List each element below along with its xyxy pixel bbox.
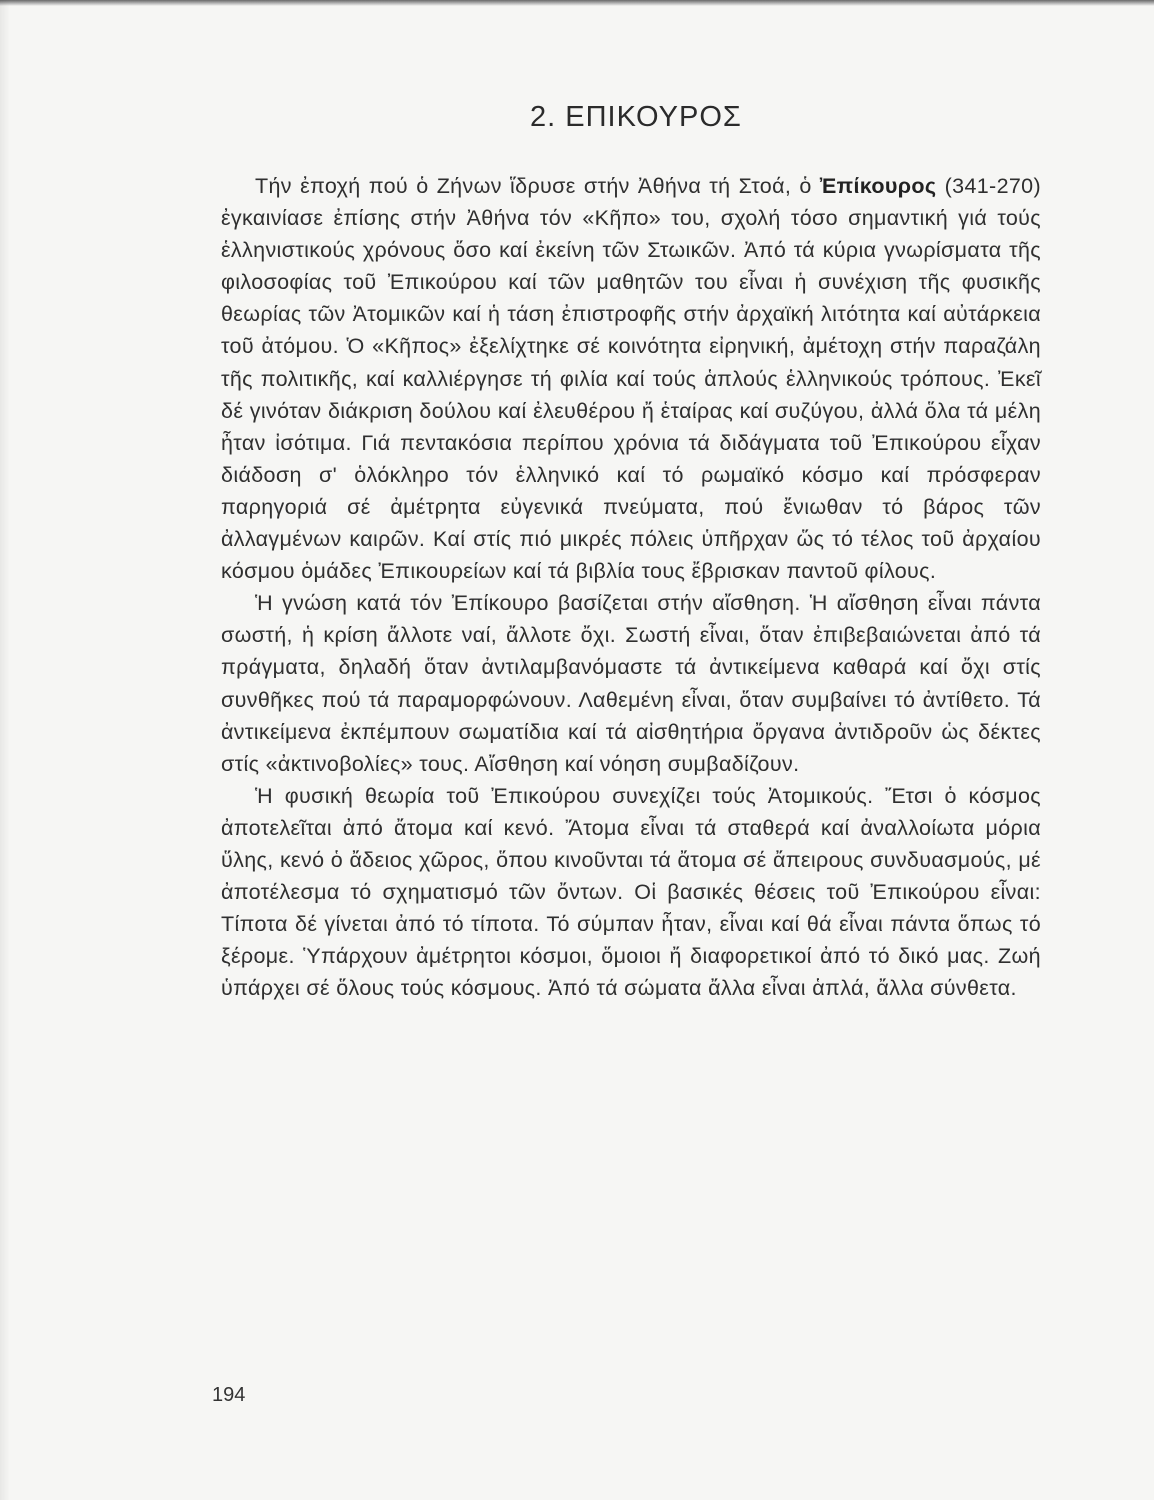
paragraph-1-lead: Τήν ἐποχή πού ὁ Ζήνων ἵδρυσε στήν Ἀθήνα τή Στοά, ὁ	[255, 174, 812, 198]
paragraph-3: Ἡ φυσική θεωρία τοῦ Ἐπικούρου συνεχίζει τούς Ἀτομικούς. Ἔτσι ὁ κόσμος ἀποτελεῖται ἀπό ἄτομα καί κενό. Ἄτομα εἶναι τά σταθερά καί ἀναλλοίωτα μόρια ὕλης, κενό ὁ ἄδειος χῶρος, ὅπου κινοῦνται τά ἄτομα σέ ἄπειρους συνδυασμούς, μέ ἀποτέλεσμα τό σχηματισμό τῶν ὄντων. Οἱ βασικές θέσεις τοῦ Ἐπικούρου εἶναι: Τίποτα δέ γίνεται ἀπό τό τίποτα. Τό σύμπαν ἦταν, εἶναι καί θά εἶναι πάντα ὅπως τό ξέρομε. Ὑπάρχουν ἀμέτρητοι κόσμοι, ὅμοιοι ἤ διαφορετικοί ἀπό τό δικό μας. Ζωή ὑπάρχει σέ ὅλους τούς κόσμους. Ἀπό τά σώματα ἄλλα εἶναι ἁπλά, ἄλλα σύνθετα.	[221, 783, 1041, 1001]
page-number: 194	[212, 1384, 246, 1406]
chapter-title: 2. ΕΠΙΚΟΥΡΟΣ	[530, 101, 742, 133]
paragraph-1-rest: (341-270) ἐγκαινίασε ἐπίσης στήν Ἀθήνα τόν «Κῆπο» του, σχολή τόσο σημαντική γιά τούς ἑλληνιστικούς χρόνους ὅσο καί ἐκείνη τῶν Στωικῶν. Ἀπό τά κύρια γνωρίσματα τῆς φιλοσοφίας τοῦ Ἐπικούρου καί τῶν μαθητῶν του εἶναι ἡ συνέχιση τῆς φυσικῆς θεωρίας τῶν Ἀτομικῶν καί ἡ τάση ἐπιστροφῆς στήν ἀρχαϊκή λιτότητα καί αὐτάρκεια τοῦ ἀτόμου. Ὁ «Κῆπος» ἐξελίχτηκε σέ κοινότητα εἰρηνική, ἀμέτοχη στήν παραζάλη τῆς πολιτικῆς, καί καλλιέργησε τή φιλία καί τούς ἁπλούς ἑλληνικούς τρόπους. Ἐκεῖ δέ γινόταν διάκριση δούλου καί ἐλευθέρου ἤ ἑταίρας καί συζύγου, ἀλλά ὅλα τά μέλη ἦταν ἰσότιμα. Γιά πεντακόσια περίπου χρόνια τά διδάγματα τοῦ Ἐπικούρου εἶχαν διάδοση σ' ὁλόκληρο τόν ἑλληνικό καί τό ρωμαϊκό κόσμο καί πρόσφεραν παρηγοριά σέ ἀμέτρητα εὐγενικά πνεύματα, πού ἔνιωθαν τό βάρος τῶν ἀλλαγμένων καιρῶν. Καί στίς πιό μικρές πόλεις ὑπῆρχαν ὥς τό τέλος τοῦ ἀρχαίου κόσμου ὁμάδες Ἐπικουρείων καί τά βιβλία τους ἔβρισκαν παντοῦ φίλους.	[221, 174, 1041, 584]
paragraph-1-bold-term: Ἐπίκουρος	[819, 174, 937, 198]
paragraph-2: Ἡ γνώση κατά τόν Ἐπίκουρο βασίζεται στήν αἴσθηση. Ἡ αἴσθηση εἶναι πάντα σωστή, ἡ κρίση ἄλλοτε ναί, ἄλλοτε ὄχι. Σωστή εἶναι, ὅταν ἐπιβεβαιώνεται ἀπό τά πράγματα, δηλαδή ὅταν ἀντιλαμβανόμαστε τά ἀντικείμενα καθαρά καί ὄχι στίς συνθῆκες πού τά παραμορφώνουν. Λαθεμένη εἶναι, ὅταν συμβαίνει τό ἀντίθετο. Τά ἀντικείμενα ἐκπέμπουν σωματίδια καί τά αἰσθητήρια ὄργανα ἀντιδροῦν ὡς δέκτες στίς «ἀκτινοβολίες» τους. Αἴσθηση καί νόηση συμβαδίζουν.	[221, 591, 1041, 776]
page-top-edge	[0, 0, 1154, 6]
paragraph-1	[221, 170, 1041, 587]
body-text	[221, 170, 1041, 1004]
page-gutter-shadow	[0, 0, 10, 1500]
